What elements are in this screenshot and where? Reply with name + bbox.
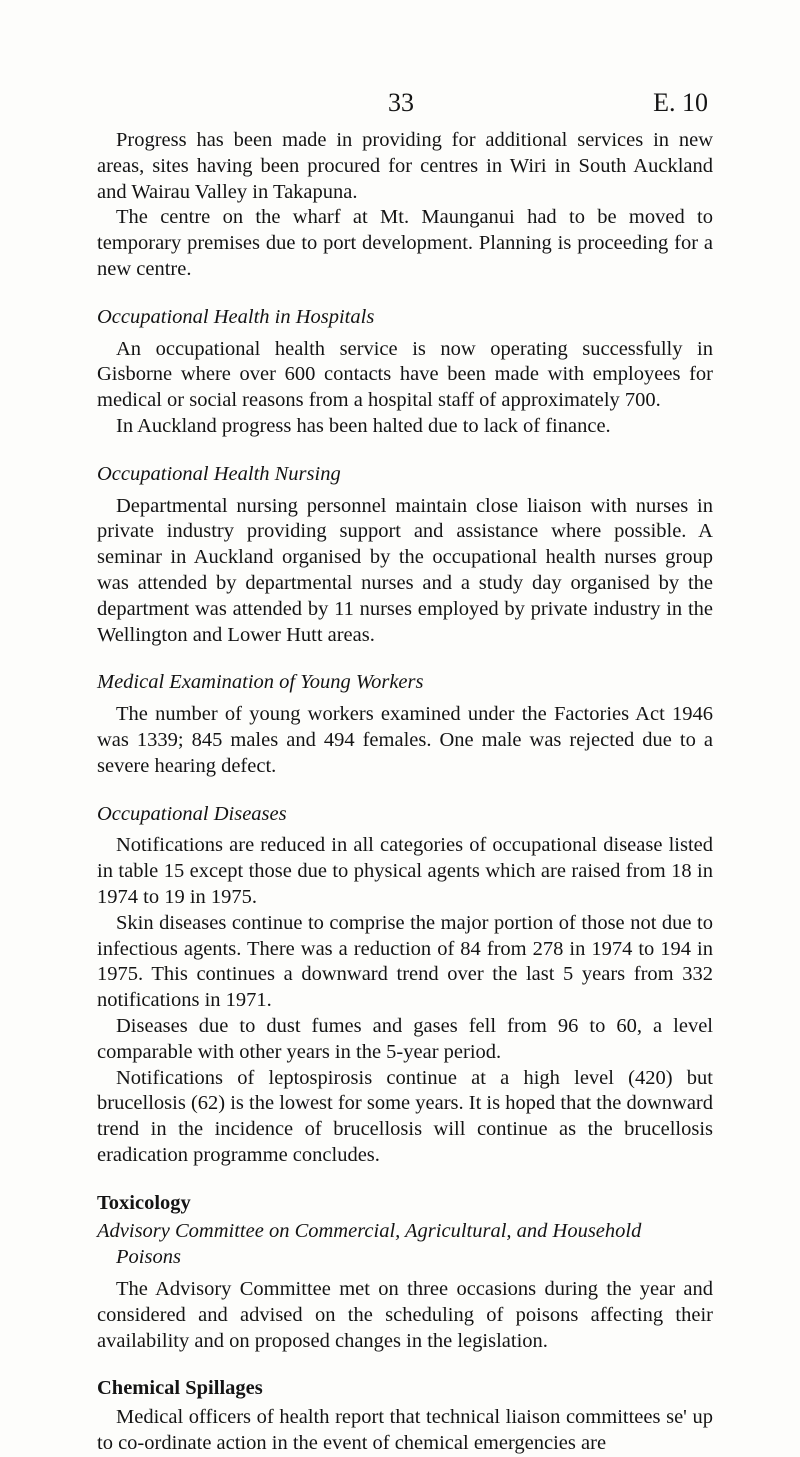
document-code: E. 10	[653, 88, 708, 117]
paragraph: Medical officers of health report that technical liaison committees se' up to co-ordinate action in the event of chemical emergencies are	[97, 1406, 713, 1455]
section-heading-young-workers: Medical Examination of Young Workers	[97, 671, 424, 694]
paragraph: Notifications are reduced in all categories of occupational disease listed in table 15 except those due to physical agents which are raised from 18 in 1974 to 19 in 1975.	[97, 834, 713, 908]
subheading-line-1: Advisory Committee on Commercial, Agricultural, and Household	[97, 1220, 642, 1243]
paragraph: An occupational health service is now operating successfully in Gisborne where over 600 contacts have been made with employees for medical or social reasons from a hospital staff of approximately 700.	[97, 337, 713, 412]
paragraph: Progress has been made in providing for additional services in new areas, sites having been procured for centres in Wiri in South Auckland and Wairau Valley in Takapuna.	[97, 129, 713, 203]
section-heading-occ-health-nursing: Occupational Health Nursing	[97, 462, 341, 485]
section-heading-occ-diseases: Occupational Diseases	[97, 802, 287, 825]
paragraph: Diseases due to dust fumes and gases fell from 96 to 60, a level comparable with other years in the 5-year period.	[97, 1014, 713, 1063]
paragraph: The Advisory Committee met on three occasions during the year and considered and advised on the scheduling of poisons affecting their availability and on proposed changes in the legislation.	[97, 1278, 713, 1352]
subsection-heading-advisory-committee	[97, 1219, 713, 1271]
page-body	[97, 128, 713, 1457]
paragraph: Departmental nursing personnel maintain close liaison with nurses in private industry providing support and assistance where possible. A seminar in Auckland organised by the occupational health nurses group was attended by departmental nurses and a study day organised by the department was attended by 11 nurses employed by private industry in the Wellington and Lower Hutt areas.	[97, 494, 713, 646]
page-header	[0, 88, 800, 118]
section-heading-chemical-spillages: Chemical Spillages	[97, 1377, 263, 1400]
paragraph: The centre on the wharf at Mt. Maunganui had to be moved to temporary premises due to port development. Planning is proceeding for a new centre.	[97, 206, 713, 280]
paragraph: Skin diseases continue to comprise the major portion of those not due to infectious agents. There was a reduction of 84 from 278 in 1974 to 194 in 1975. This continues a downward trend over the last 5 years from 332 notifications in 1971.	[97, 911, 713, 1012]
paragraph: The number of young workers examined under the Factories Act 1946 was 1339; 845 males and 494 females. One male was rejected due to a severe hearing defect.	[97, 703, 713, 777]
subheading-line-2: Poisons	[116, 1246, 181, 1269]
paragraph: In Auckland progress has been halted due to lack of finance.	[116, 414, 611, 437]
page-number: 33	[388, 88, 414, 117]
section-heading-occ-health-hospitals: Occupational Health in Hospitals	[97, 305, 375, 328]
paragraph: Notifications of leptospirosis continue at a high level (420) but brucellosis (62) is the lowest for some years. It is hoped that the downward trend in the incidence of brucellosis will continue as the brucellosis eradication programme concludes.	[97, 1066, 714, 1166]
section-heading-toxicology: Toxicology	[97, 1191, 191, 1214]
